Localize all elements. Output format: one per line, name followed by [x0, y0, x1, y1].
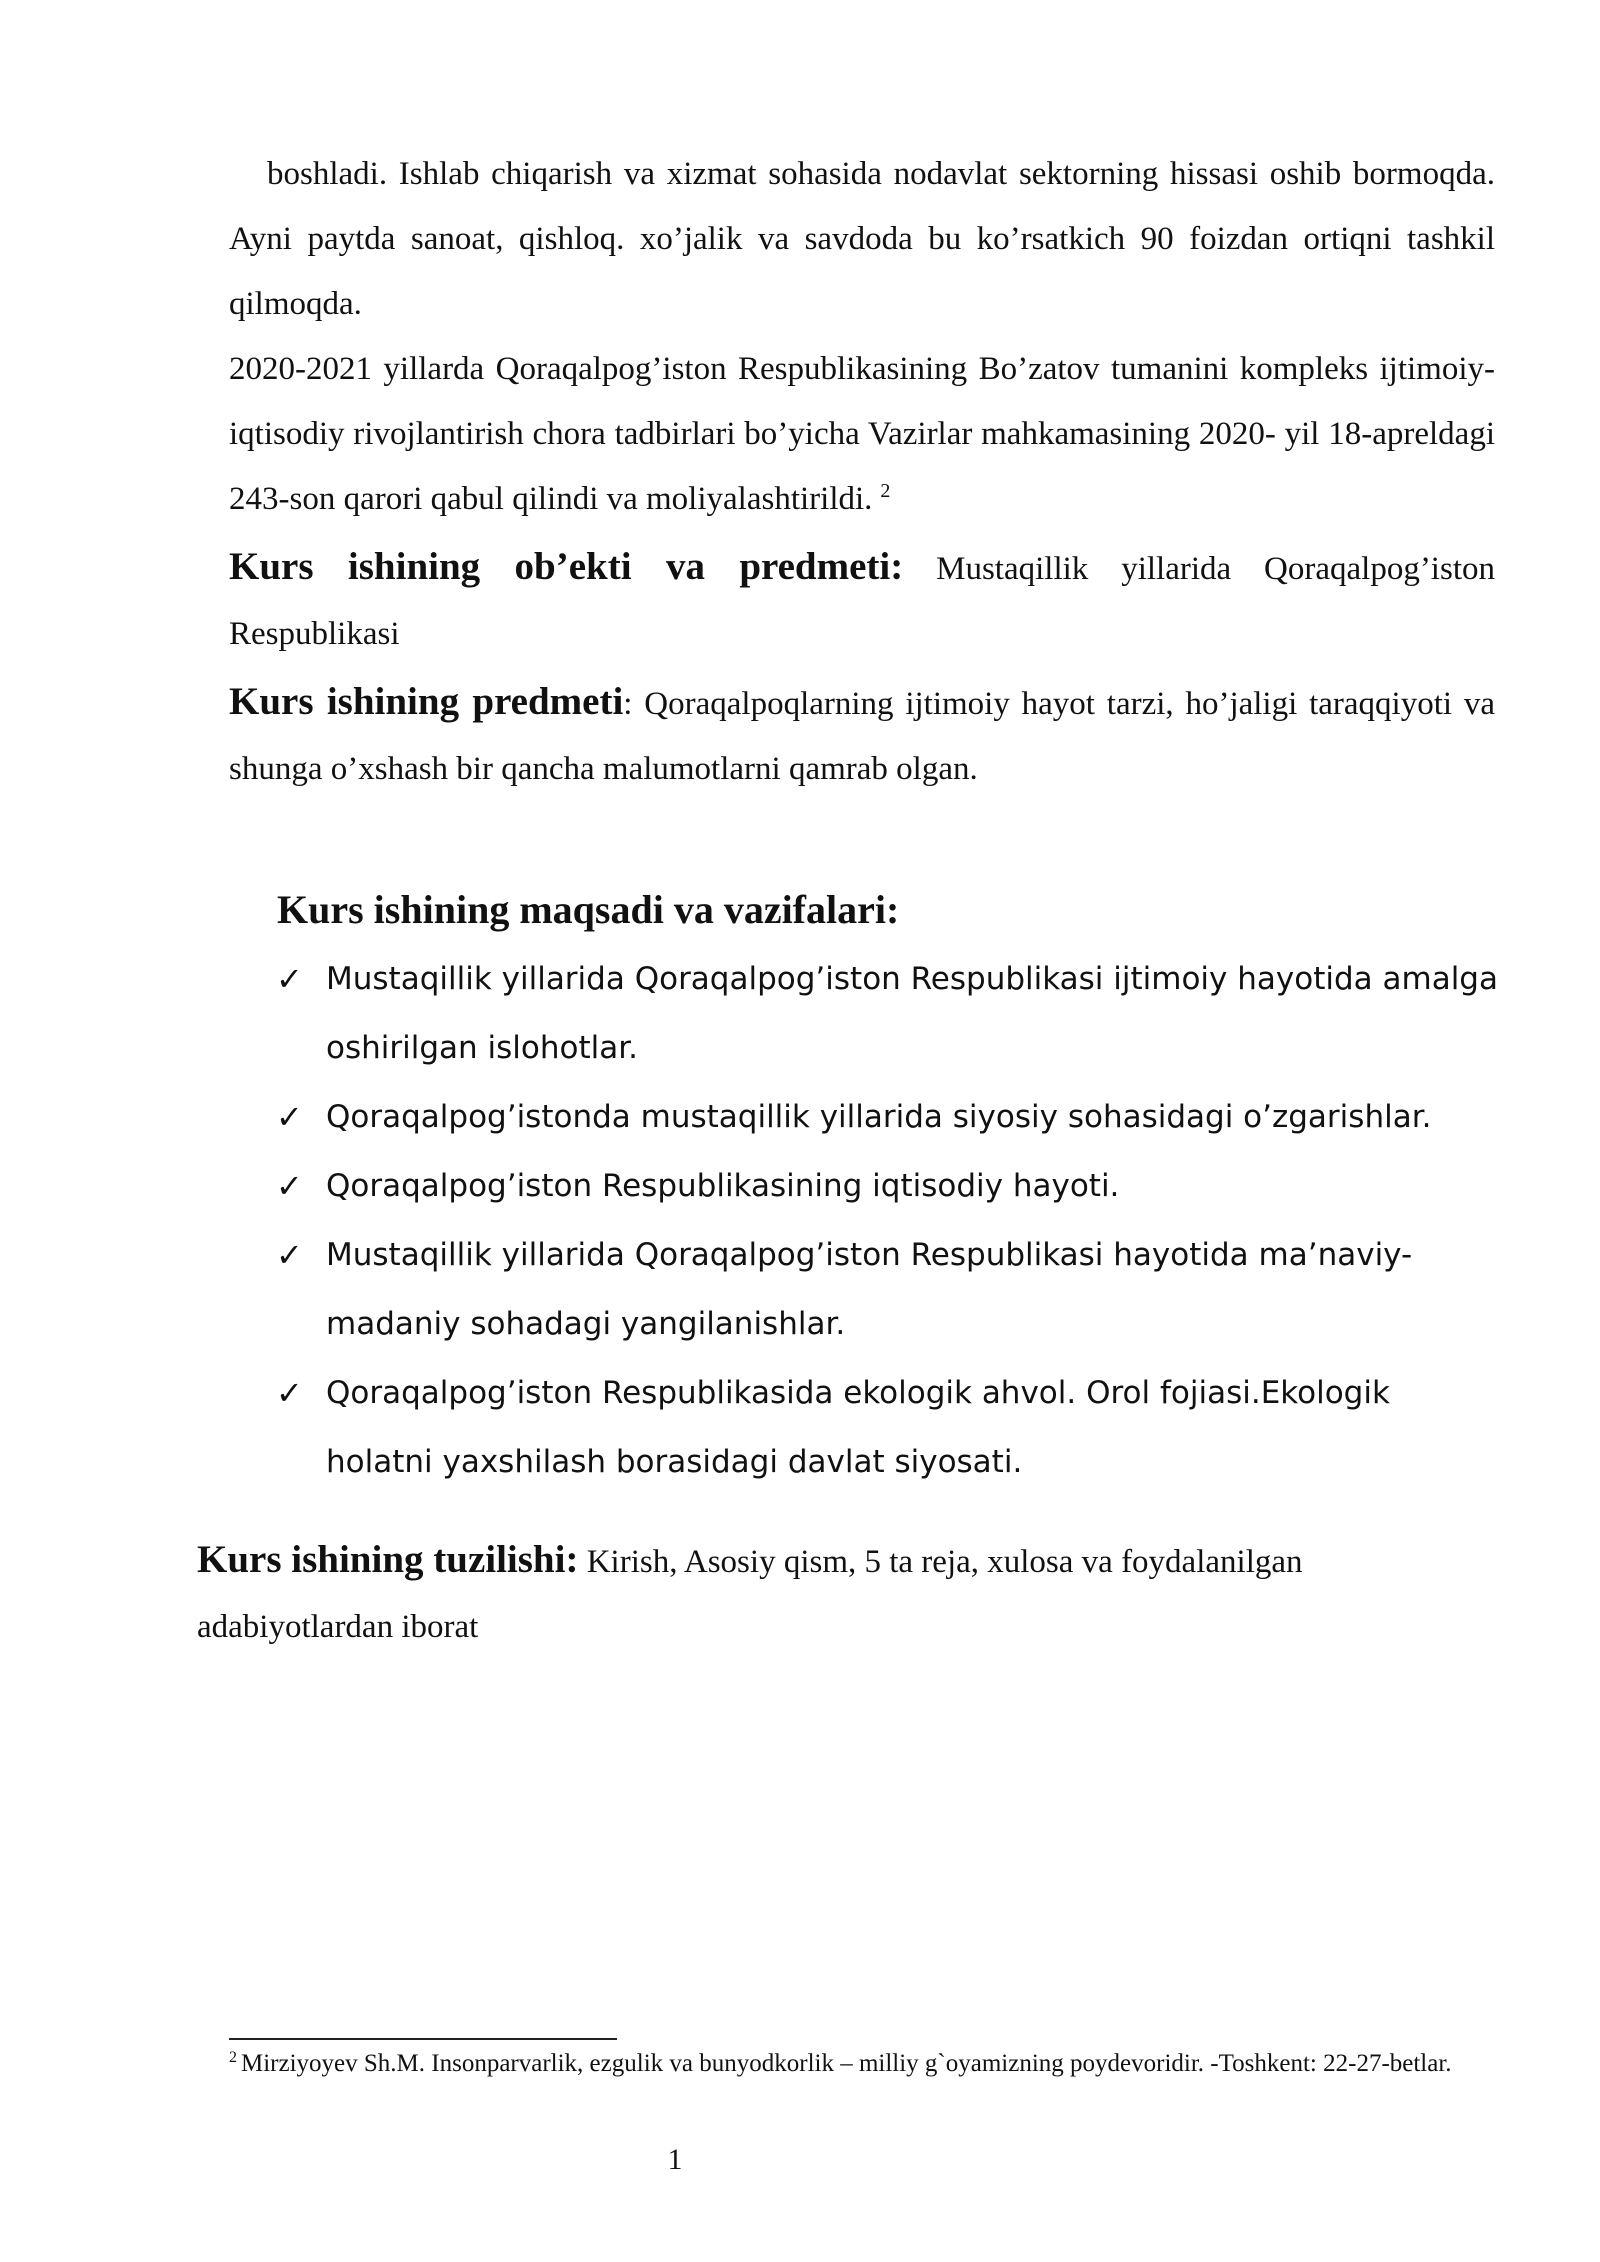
checkmark-icon: ✓: [276, 960, 303, 998]
list-item: [276, 1152, 1506, 1221]
checkmark-icon: ✓: [276, 1098, 303, 1136]
object-heading: Kurs ishining ob’ekti va predmeti:: [229, 545, 904, 588]
checkmark-icon: ✓: [276, 1236, 303, 1274]
list-item-text: Qoraqalpog’iston Respublikasining iqtisodiy hayoti.: [326, 1168, 1120, 1204]
list-item: [276, 1083, 1506, 1152]
list-item-text: Mustaqillik yillarida Qoraqalpog’iston Respublikasi ijtimoiy hayotida amalga oshirilgan islohotlar.: [326, 961, 1498, 1066]
page-number: 1: [667, 2143, 683, 2176]
object-text: Mustaqillik yillarida Qoraqalpog’iston Respublikasi: [229, 551, 1495, 652]
footnote-mark: 2: [229, 2048, 237, 2066]
list-item: [276, 945, 1506, 1083]
goals-list: [276, 945, 1506, 1497]
subject-colon: :: [623, 686, 633, 722]
paragraph-intro-text: boshladi. Ishlab chiqarish va xizmat sohasida nodavlat sektorning hissasi oshib bormoqda. Ayni paytda sanoat, qishloq. xo’jalik va savdoda bu ko’rsatkich 90 foizdan ortiqni tashkil qilmoqda.: [229, 156, 1495, 322]
structure-text: Kirish, Asosiy qism, 5 ta reja, xulosa va foydalanilgan adabiyotlardan iborat: [197, 1544, 1303, 1645]
checkmark-icon: ✓: [276, 1374, 303, 1412]
footnote-separator: [229, 2038, 617, 2040]
paragraph-decree: [229, 337, 1495, 532]
object-paragraph: [229, 534, 1495, 667]
goals-heading: Kurs ishining maqsadi va vazifalari:: [277, 887, 900, 932]
footnote-text: Mirziyoyev Sh.M. Insonparvarlik, ezgulik va bunyodkorlik – milliy g`oyamizning poydevoridir. -Toshkent: 22-27-betlar.: [241, 2050, 1452, 2077]
list-item-text: Qoraqalpog’iston Respublikasida ekologik ahvol. Orol fojiasi.Ekologik holatni yaxshilash borasidagi davlat siyosati.: [326, 1375, 1390, 1480]
paragraph-decree-text: 2020-2021 yillarda Qoraqalpog’iston Respublikasining Bo’zatov tumanini kompleks ijtimoiy-iqtisodiy rivojlantirish chora tadbirlari bo’yicha Vazirlar mahkamasining 2020- yil 18-apreldagi 243-son qarori qabul qilindi va moliyalashtirildi.: [229, 351, 1495, 517]
list-item-text: Qoraqalpog’istonda mustaqillik yillarida siyosiy sohasidagi o’zgarishlar.: [326, 1099, 1432, 1135]
paragraph-block: [229, 142, 1495, 802]
list-item: [276, 1359, 1506, 1497]
footnote: [229, 2048, 1495, 2079]
structure-heading: Kurs ishining tuzilishi:: [197, 1538, 579, 1581]
paragraph-intro: [229, 142, 1495, 337]
structure-block: [197, 1527, 1497, 1660]
subject-text: Qoraqalpoqlarning ijtimoiy hayot tarzi, ho’jaligi taraqqiyoti va shunga o’xshash bir qancha malumotlarni qamrab olgan.: [229, 686, 1495, 787]
subject-paragraph: [229, 669, 1495, 802]
checkmark-icon: ✓: [276, 1167, 303, 1205]
footnote-reference[interactable]: 2: [880, 480, 891, 502]
list-item-text: Mustaqillik yillarida Qoraqalpog’iston Respublikasi hayotida ma’naviy-madaniy sohadagi yangilanishlar.: [326, 1237, 1413, 1342]
structure-paragraph: [197, 1527, 1497, 1660]
list-item: [276, 1221, 1506, 1359]
subject-heading: Kurs ishining predmeti: [229, 680, 624, 723]
